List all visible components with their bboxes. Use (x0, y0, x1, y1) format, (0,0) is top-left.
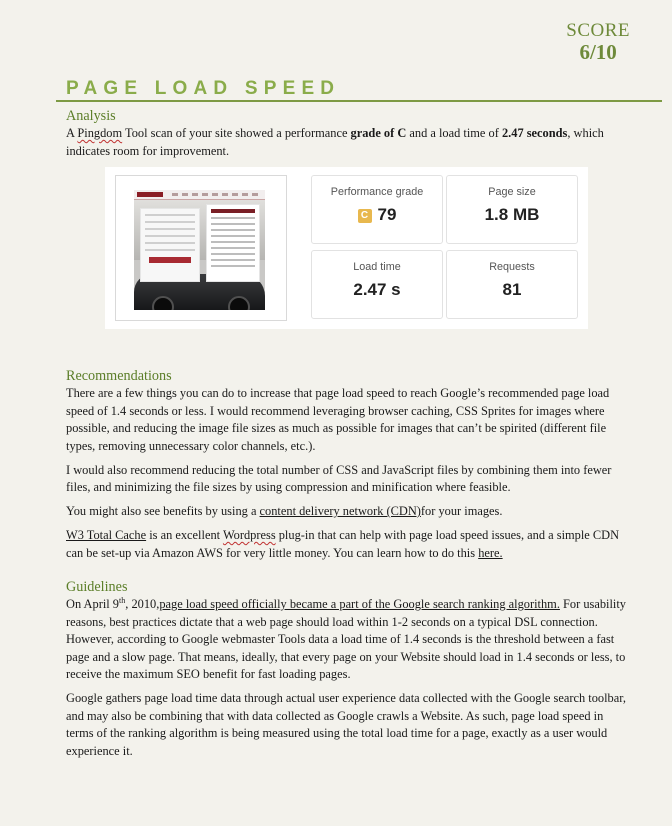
p4-text-b: plug-in that can help with page load speed issues, and a simple CDN can be set-up via Amazon AWS for very little money. You can learn how to do this (66, 528, 620, 560)
analysis-text-d: , which indicates room for improvement. (66, 126, 604, 158)
analysis-heading: Analysis (66, 108, 116, 124)
recommendations-section (66, 367, 626, 569)
pingdom-word: Pingdom (77, 126, 123, 140)
analysis-text-a: A (66, 126, 78, 140)
guidelines-p1 (66, 596, 626, 684)
thumb-header (134, 190, 265, 200)
page-title: PAGE LOAD SPEED (66, 78, 341, 99)
site-screenshot-thumbnail (115, 175, 287, 321)
recommendations-p4 (66, 527, 626, 562)
performance-grade-value-row (312, 205, 442, 225)
recommendations-p2: I would also recommend reducing the total number of CSS and JavaScript files by combining them into fewer files, and minimizing the file sizes by using compression and minification where feasible. (66, 462, 612, 494)
g1-sup: th (119, 595, 126, 605)
grade-badge-icon: C (358, 209, 372, 223)
page-size-label: Page size (488, 186, 536, 198)
analysis-text (66, 125, 626, 160)
analysis-section (66, 107, 626, 167)
thumb-hero (134, 200, 265, 310)
score-value: 6/10 (579, 40, 617, 64)
recommendations-p3 (66, 503, 626, 521)
g1-text-b: , 2010, (125, 597, 160, 611)
performance-grade-value: 79 (377, 205, 397, 224)
g1-text-c: For usability reasons, best practices dictate that a web page should load within 1-2 seconds on a typical DSL connection. However, according to Google webmaster Tools data a load time of 1.4 seconds is the threshold between a fast page and a slow page. That means, ideally, that every page on your Website should load in 1.4 seconds or less, to receive the maximum SEO benefit for fast loading pages. (66, 597, 627, 681)
guidelines-section (66, 578, 626, 767)
analysis-text-b: Tool scan of your site showed a performance (122, 126, 351, 140)
guidelines-heading: Guidelines (66, 579, 128, 595)
p3-text-a: You might also see benefits by using a (66, 504, 260, 518)
grade-bold: grade of C (350, 126, 407, 140)
score-box (566, 20, 630, 65)
performance-grade-card (311, 175, 443, 244)
wordpress-word: Wordpress (222, 528, 276, 542)
here-link[interactable]: here. (478, 545, 503, 560)
requests-value: 81 (502, 280, 522, 299)
cdn-link[interactable]: content delivery network (CDN) (259, 504, 421, 518)
google-algorithm-link[interactable]: page load speed officially became a part of the Google search ranking algorithm. (159, 597, 560, 611)
requests-card (446, 250, 578, 319)
time-bold: 2.47 seconds (501, 126, 568, 140)
load-time-label: Load time (353, 261, 401, 273)
pingdom-results-panel (105, 167, 588, 329)
p4-text-a: is an excellent (146, 528, 223, 542)
title-divider (56, 100, 662, 102)
page-size-card (446, 175, 578, 244)
performance-grade-label: Performance grade (330, 186, 424, 198)
score-label: SCORE (566, 20, 630, 41)
page-size-value: 1.8 MB (484, 205, 540, 224)
guidelines-p2: Google gathers page load time data through actual user experience data collected with the Google search toolbar, and may also be combining that with data collected as Google crawls a Website. As such, page load speed in terms of the ranking algorithm is being measured using the total load time for a page, exactly as a user would experience it. (66, 691, 626, 758)
p3-text-b: for your images. (420, 504, 503, 518)
load-time-value: 2.47 s (353, 280, 401, 299)
w3-total-cache-link[interactable]: W3 Total Cache (66, 528, 147, 542)
requests-label: Requests (489, 261, 535, 273)
analysis-text-c: and a load time of (406, 126, 502, 140)
load-time-card (311, 250, 443, 319)
g1-text-a: On April 9 (66, 597, 120, 611)
recommendations-p1: There are a few things you can do to increase that page load speed to reach Google’s recommended page load speed of 1.4 seconds or less. I would recommend leveraging browser caching, CSS Sprites for images where possible, and reducing the image file sizes as much as possible for images that can’t be spirited (different file types, removing unnecessary color channels, etc.). (66, 386, 610, 453)
recommendations-heading: Recommendations (66, 368, 172, 384)
